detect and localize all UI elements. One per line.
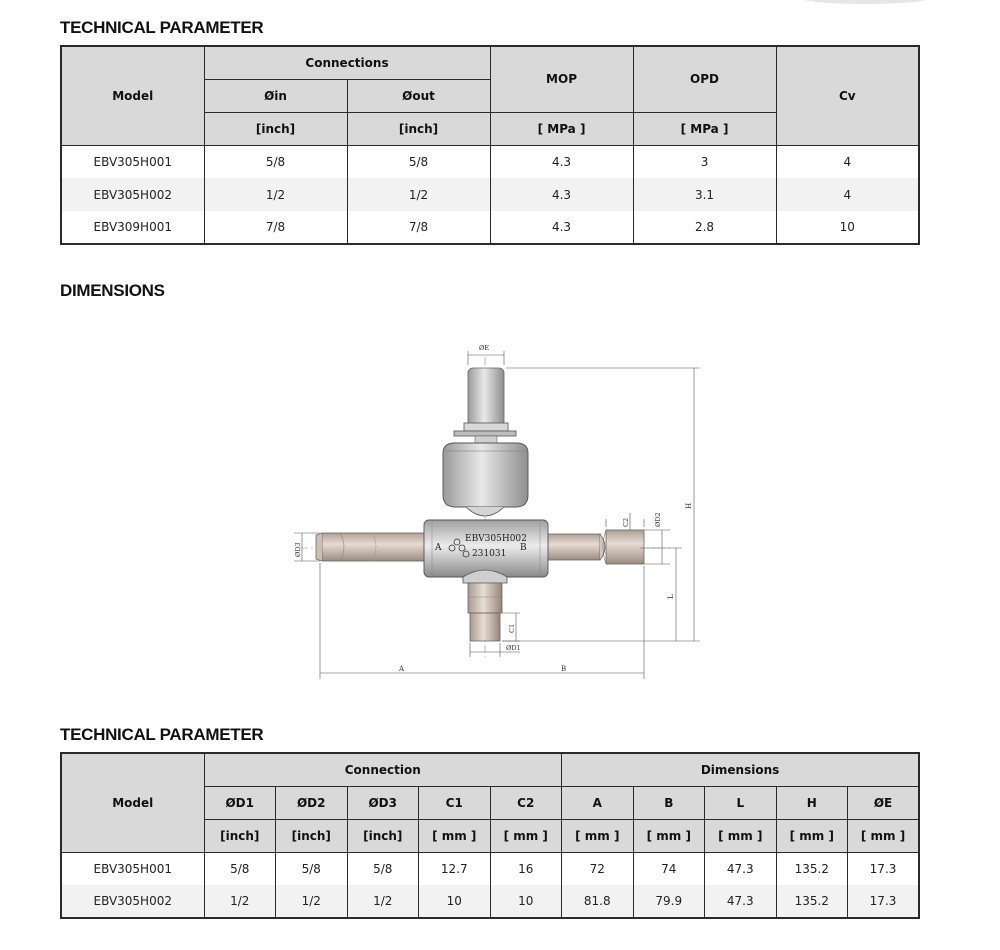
header-model: Model (61, 46, 204, 145)
unit-e: [ mm ] (848, 819, 920, 852)
port-b-label: B (520, 543, 527, 553)
unit-b: [ mm ] (633, 819, 705, 852)
cell-model: EBV305H002 (61, 178, 204, 211)
unit-l: [ mm ] (705, 819, 777, 852)
cell-model: EBV305H001 (61, 145, 204, 178)
cell-a: 81.8 (562, 885, 634, 918)
cell-mop: 4.3 (490, 211, 633, 244)
unit-opd: [ MPa ] (633, 112, 776, 145)
cell-out: 7/8 (347, 211, 490, 244)
unit-c2: [ mm ] (490, 819, 562, 852)
top-edge-shadow (800, 0, 930, 4)
cell-in: 7/8 (204, 211, 347, 244)
dim-label-d3: ØD3 (294, 542, 302, 557)
dim-label-e: ØE (479, 344, 490, 352)
motor-body (443, 443, 528, 516)
bottom-fitting (463, 570, 507, 641)
cell-opd: 3 (633, 145, 776, 178)
date-code-label: 231031 (472, 549, 507, 559)
cell-cv: 4 (776, 145, 919, 178)
cell-model: EBV309H001 (61, 211, 204, 244)
cell-in: 5/8 (204, 145, 347, 178)
valve-drawing-svg (280, 335, 740, 690)
cell-d2: 5/8 (276, 852, 348, 885)
cell-l: 47.3 (705, 852, 777, 885)
dim-label-l: L (667, 594, 675, 599)
unit-d3: [inch] (347, 819, 419, 852)
cell-d3: 1/2 (347, 885, 419, 918)
valve-dimension-drawing (280, 335, 740, 690)
header-c1: C1 (419, 786, 491, 819)
header-model: Model (61, 753, 204, 852)
dimensions-parameter-table (60, 752, 920, 919)
header-in: Øin (204, 79, 347, 112)
cell-a: 72 (562, 852, 634, 885)
unit-mop: [ MPa ] (490, 112, 633, 145)
coil-cap (454, 368, 516, 444)
left-pipe (316, 533, 424, 561)
cell-d1: 1/2 (204, 885, 276, 918)
section-title-technical-parameter-2: TECHNICAL PARAMETER (60, 725, 264, 744)
header-d2: ØD2 (276, 786, 348, 819)
cell-in: 1/2 (204, 178, 347, 211)
cell-out: 5/8 (347, 145, 490, 178)
cell-e: 17.3 (848, 852, 920, 885)
table-row (61, 211, 919, 244)
header-c2: C2 (490, 786, 562, 819)
dim-label-a: A (399, 665, 405, 673)
header-e: ØE (848, 786, 920, 819)
unit-d2: [inch] (276, 819, 348, 852)
header-connections: Connections (204, 46, 490, 79)
table-row (61, 178, 919, 211)
cell-out: 1/2 (347, 178, 490, 211)
header-dimensions: Dimensions (562, 753, 920, 786)
cell-c1: 12.7 (419, 852, 491, 885)
header-cv: Cv (776, 46, 919, 145)
cell-b: 74 (633, 852, 705, 885)
dim-label-d2: ØD2 (654, 512, 662, 527)
table-row (61, 885, 919, 918)
section-title-technical-parameter: TECHNICAL PARAMETER (60, 18, 264, 37)
cell-d2: 1/2 (276, 885, 348, 918)
cell-c1: 10 (419, 885, 491, 918)
dim-label-c2: C2 (622, 517, 630, 527)
dim-label-d1: ØD1 (506, 644, 521, 652)
cell-opd: 2.8 (633, 211, 776, 244)
cell-c2: 16 (490, 852, 562, 885)
cell-mop: 4.3 (490, 145, 633, 178)
unit-h: [ mm ] (776, 819, 848, 852)
unit-a: [ mm ] (562, 819, 634, 852)
cell-d1: 5/8 (204, 852, 276, 885)
cell-b: 79.9 (633, 885, 705, 918)
cell-h: 135.2 (776, 852, 848, 885)
table-row (61, 852, 919, 885)
dim-label-h: H (685, 502, 693, 509)
dim-label-c1: C1 (508, 623, 516, 633)
header-l: L (705, 786, 777, 819)
header-h: H (776, 786, 848, 819)
cell-model: EBV305H002 (61, 885, 204, 918)
header-b: B (633, 786, 705, 819)
header-connection: Connection (204, 753, 562, 786)
header-d1: ØD1 (204, 786, 276, 819)
table-row (61, 145, 919, 178)
part-number-label: EBV305H002 (465, 534, 527, 544)
cell-e: 17.3 (848, 885, 920, 918)
cell-c2: 10 (490, 885, 562, 918)
unit-d1: [inch] (204, 819, 276, 852)
unit-in: [inch] (204, 112, 347, 145)
header-opd: OPD (633, 46, 776, 112)
cell-h: 135.2 (776, 885, 848, 918)
section-title-dimensions: DIMENSIONS (60, 281, 165, 300)
unit-out: [inch] (347, 112, 490, 145)
cell-model: EBV305H001 (61, 852, 204, 885)
cell-cv: 4 (776, 178, 919, 211)
unit-c1: [ mm ] (419, 819, 491, 852)
cell-d3: 5/8 (347, 852, 419, 885)
header-d3: ØD3 (347, 786, 419, 819)
port-a-label: A (435, 543, 442, 553)
right-pipe (548, 530, 644, 564)
cell-l: 47.3 (705, 885, 777, 918)
header-mop: MOP (490, 46, 633, 112)
cell-mop: 4.3 (490, 178, 633, 211)
header-out: Øout (347, 79, 490, 112)
header-a: A (562, 786, 634, 819)
technical-parameter-table (60, 45, 920, 245)
cell-cv: 10 (776, 211, 919, 244)
dim-label-b: B (561, 665, 567, 673)
cell-opd: 3.1 (633, 178, 776, 211)
